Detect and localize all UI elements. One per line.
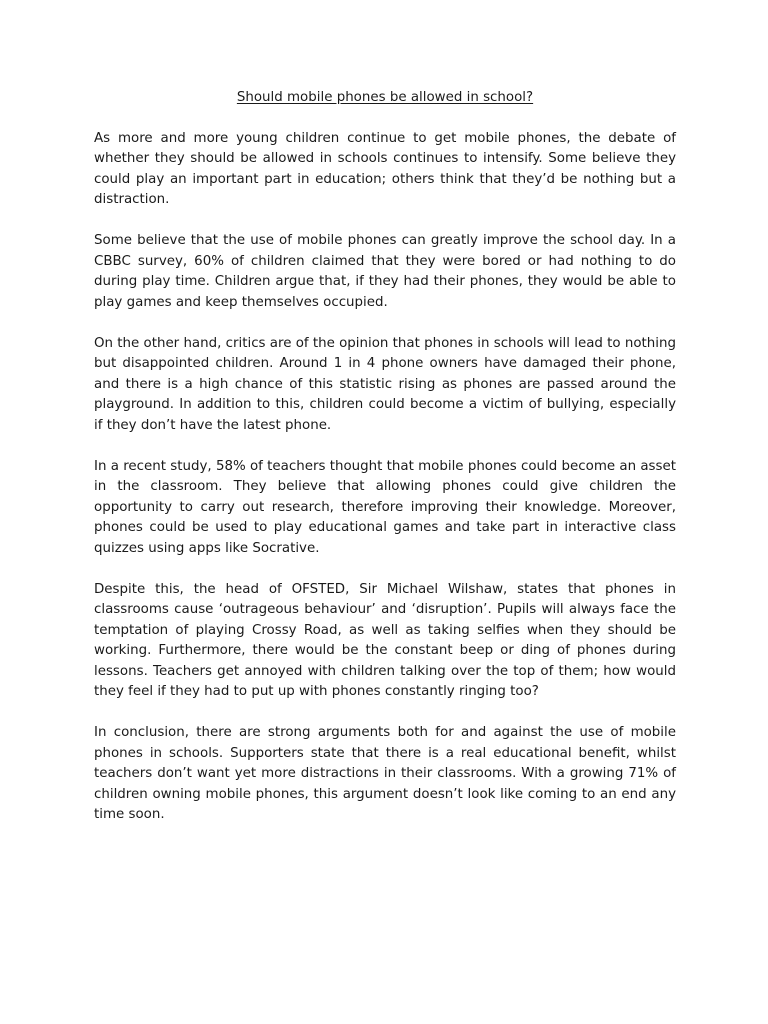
- paragraph-conclusion: In conclusion, there are strong arguments both for and against the use of mobile phones in schools. Supporters state that there is a real educational benefit, whilst teachers don’t want yet more distractions in their classrooms. With a growing 71% of children owning mobile phones, this argument doesn’t look like coming to an end any time soon.: [94, 725, 676, 822]
- paragraph-benefits: Some believe that the use of mobile phones can greatly improve the school day. In a CBBC survey, 60% of children claimed that they were bored or had nothing to do during play time. Children argue that, if they had their phones, they would be able to play games and keep themselves occupied.: [94, 233, 676, 310]
- paragraph-critics: On the other hand, critics are of the opinion that phones in schools will lead to nothing but disappointed children. Around 1 in 4 phone owners have damaged their phone, and there is a high chance of this statistic rising as phones are passed around the playground. In addition to this, children could become a victim of bullying, especially if they don’t have the latest phone.: [94, 335, 676, 433]
- document-title: Should mobile phones be allowed in school?: [236, 90, 534, 105]
- paragraph-ofsted: Despite this, the head of OFSTED, Sir Michael Wilshaw, states that phones in classrooms cause ‘outrageous behaviour’ and ‘disruption’. Pupils will always face the temptation of playing Crossy Road, as well as taking selfies when they should be working. Furthermore, there would be the constant beep or ding of phones during lessons. Teachers get annoyed with children talking over the top of them; how would they feel if they had to put up with phones constantly ringing too?: [94, 581, 676, 699]
- paragraph-introduction: As more and more young children continue to get mobile phones, the debate of whether they should be allowed in schools continues to intensify. Some believe they could play an important part in education; others think that they’d be nothing but a distraction.: [94, 130, 676, 207]
- document-body: [94, 88, 676, 846]
- paragraph-teachers-study: In a recent study, 58% of teachers thought that mobile phones could become an asset in the classroom. They believe that allowing phones could give children the opportunity to carry out research, therefore improving their knowledge. Moreover, phones could be used to play educational games and take part in interactive class quizzes using apps like Socrative.: [94, 458, 676, 556]
